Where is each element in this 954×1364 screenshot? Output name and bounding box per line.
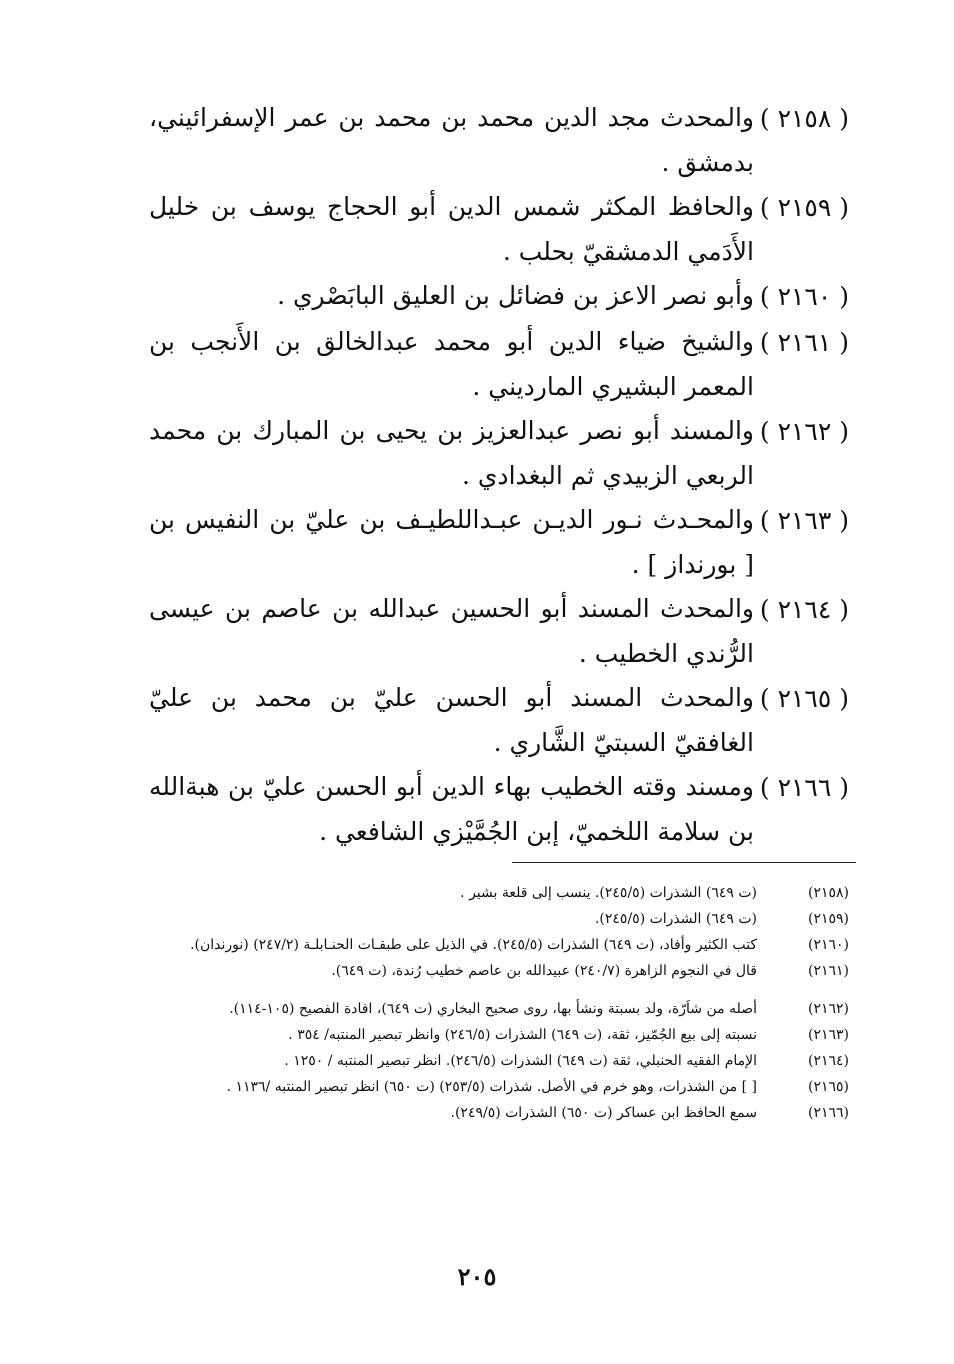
entry-number: ( ٢١٥٩ )	[759, 193, 849, 222]
entry	[149, 676, 849, 765]
entry	[149, 587, 849, 676]
entry-number: ( ٢١٦٠ )	[759, 282, 849, 311]
footnote-number: (٢١٦٥)	[807, 1079, 849, 1095]
entry-number: ( ٢١٦٣ )	[759, 506, 849, 535]
entry-text: والشيخ ضياء الدين أبو محمد عبدالخالق بن الأَنجب بن المعمر البشيري المارديني .	[149, 327, 754, 401]
footnote	[149, 906, 849, 932]
footnote-text: نسبته إلى بيع الجُمّيز، ثقة، (ت ٦٤٩) الشذرات (٢٤٦/٥) وانظر تبصير المنتبه/ ٣٥٤ .	[288, 1027, 757, 1043]
entry	[149, 185, 849, 274]
footnote-number: (٢١٥٨)	[807, 885, 849, 901]
entry-number: ( ٢١٦٤ )	[759, 595, 849, 624]
footnote-text: [ ] من الشذرات، وهو خرم في الأصل. شذرات (٢٥٣/٥) (ت ٦٥٠) انظر تبصير المنتبه /١١٣٦ .	[226, 1079, 757, 1095]
entry-text: والمحدث المسند أبو الحسين عبدالله بن عاصم بن عيسى الرُّندي الخطيب .	[149, 594, 754, 668]
entry	[149, 765, 849, 854]
footnote-number: (٢١٥٩)	[807, 911, 849, 927]
entry	[149, 498, 849, 587]
footnote-number: (٢١٦٤)	[807, 1053, 849, 1069]
entry	[149, 96, 849, 185]
entry-number: ( ٢١٦٥ )	[759, 684, 849, 713]
footnote-text: قال في النجوم الزاهرة (٢٤٠/٧) عبيدالله بن عاصم خطيب رُندة، (ت ٦٤٩).	[331, 963, 757, 979]
entry-text: وأبو نصر الاعز بن فضائل بن العليق البابَصْري .	[277, 281, 754, 310]
footnote	[149, 996, 849, 1022]
page-number: ٢٠٥	[457, 1262, 497, 1291]
footnote-text: (ت ٦٤٩) الشذرات (٢٤٥/٥).	[594, 911, 757, 927]
footnote-number: (٢١٦٣)	[807, 1027, 849, 1043]
footnote-number: (٢١٦٦)	[807, 1105, 849, 1121]
footnote	[149, 932, 849, 958]
entry-number: ( ٢١٥٨ )	[759, 104, 849, 133]
footnotes-list	[149, 880, 849, 1126]
entry	[149, 409, 849, 498]
footnote-text: الإمام الفقيه الحنبلي، ثقة (ت ٦٤٩) الشذرات (٢٤٦/٥). انظر تبصير المنتبه / ١٢٥٠ .	[284, 1053, 757, 1069]
entry-text: والمحدث المسند أبو الحسن عليّ بن محمد بن عليّ الغافقيّ السبتيّ الشَّاري .	[149, 683, 754, 757]
footnote-number: (٢١٦٠)	[807, 937, 849, 953]
footnote	[149, 1048, 849, 1074]
entry-text: والمحدث مجد الدين محمد بن محمد بن عمر الإسفرائيني، بدمشق .	[149, 103, 754, 177]
entry-text: والحافظ المكثر شمس الدين أبو الحجاج يوسف بن خليل الأَدَمي الدمشقيّ بحلب .	[149, 192, 754, 266]
entry	[149, 274, 849, 320]
footnote-separator	[512, 862, 856, 863]
entry-text: والمسند أبو نصر عبدالعزيز بن يحيى بن المبارك بن محمد الربعي الزبيدي ثم البغدادي .	[149, 416, 754, 490]
footnote-number: (٢١٦٢)	[807, 1001, 849, 1017]
entry-text: والمحـدث نـور الديـن عبـداللطيـف بن عليّ بن النفيس بن [ بورنداز ] .	[149, 505, 754, 579]
entries-list	[149, 96, 849, 854]
entry-number: ( ٢١٦١ )	[759, 328, 849, 357]
footnote-number: (٢١٦١)	[807, 963, 849, 979]
footnote	[149, 958, 849, 984]
entry-text: ومسند وقته الخطيب بهاء الدين أبو الحسن عليّ بن هبةالله بن سلامة اللخميّ، إبن الجُمَّيْزي الشافعي .	[149, 772, 754, 846]
footnote-text: (ت ٦٤٩) الشذرات (٢٤٥/٥). ينسب إلى قلعة بشير .	[460, 885, 757, 901]
entry-number: ( ٢١٦٢ )	[759, 417, 849, 446]
footnote	[149, 1022, 849, 1048]
entry	[149, 320, 849, 409]
footnote	[149, 880, 849, 906]
footnote-text: كتب الكثير وأفاد، (ت ٦٤٩) الشذرات (٢٤٥/٥). في الذيل على طبقـات الحنـابلـة (٢٤٧/٢) (نورندان).	[190, 937, 757, 953]
footnote-text: أصله من شاَرّة، ولد بسبتة ونشأ بها، روى صحيح البخاري (ت ٦٤٩)، افادة الفصيح (١٠٥-١١٤).	[229, 1001, 757, 1017]
footnote-text: سمع الحافظ ابن عساكر (ت ٦٥٠) الشذرات (٢٤٩/٥).	[450, 1105, 757, 1121]
entry-number: ( ٢١٦٦ )	[759, 773, 849, 802]
footnote	[149, 1074, 849, 1100]
footnote	[149, 1100, 849, 1126]
